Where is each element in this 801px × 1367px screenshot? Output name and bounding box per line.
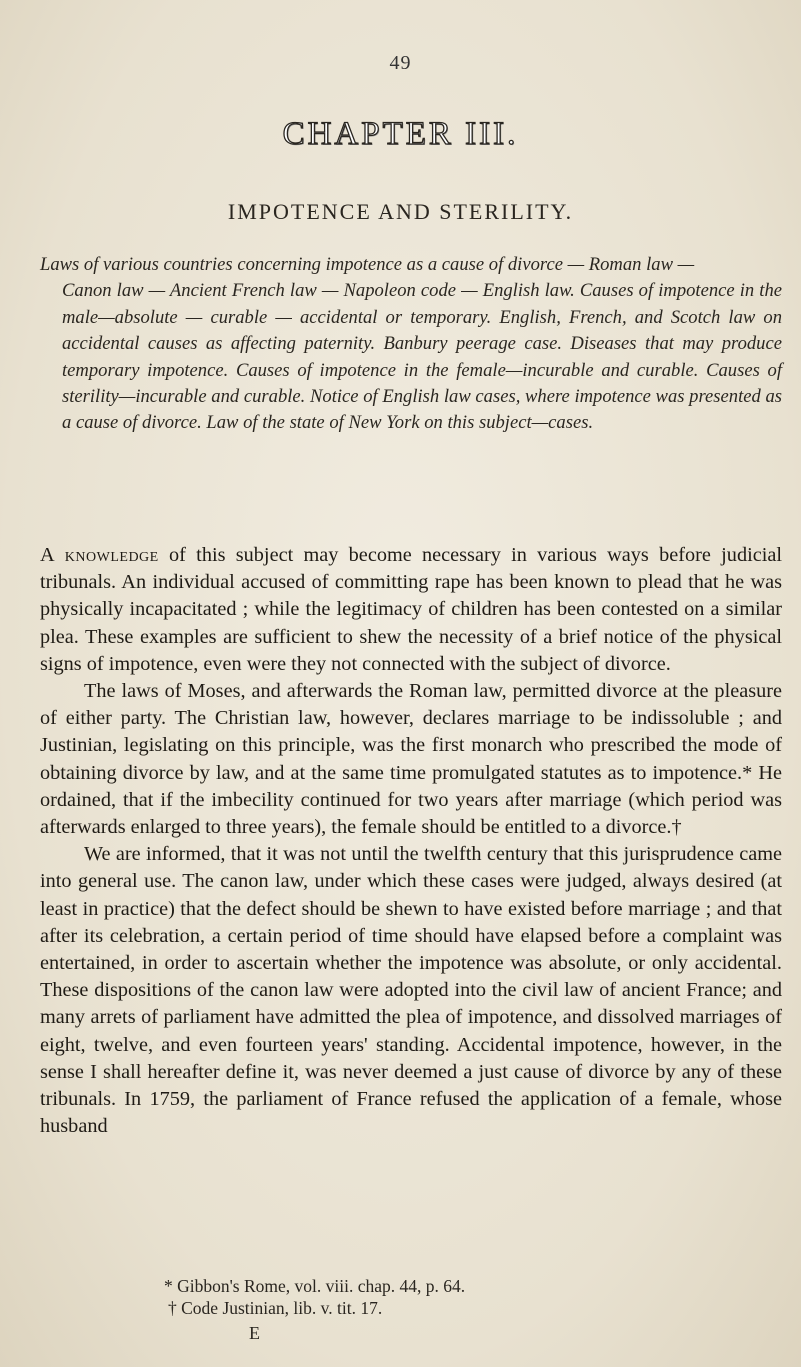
body-text bbox=[40, 542, 782, 1140]
signature-mark: E bbox=[249, 1323, 260, 1343]
chapter-title: IMPOTENCE AND STERILITY. bbox=[227, 199, 574, 224]
chapter-summary bbox=[40, 252, 782, 437]
summary-first-line: Laws of various countries concerning impotence as a cause of divorce — Roman law — bbox=[40, 254, 695, 275]
page-number: 49 bbox=[389, 52, 412, 74]
paragraph-1 bbox=[40, 542, 782, 678]
paragraph-2: The laws of Moses, and afterwards the Roman law, permitted divorce at the pleasure of either party. The Christian law, however, declares marriage to be indissoluble ; and Justinian, legislating on this principle, was the first monarch who prescribed the mode of obtaining divorce by law, and at the same time promulgated statutes as to impotence.* He ordained, that if the imbecility continued for two years after marriage (which period was afterwards enlarged to three years), the female should be entitled to a divorce.† bbox=[40, 680, 782, 839]
paragraph-3: We are informed, that it was not until the twelfth century that this jurisprudence came into general use. The canon law, under which these cases were judged, always desired (at least in practice) that the defect should be shewn to have existed before marriage ; and that after its celebration, a certain period of time should have elapsed before a complaint was entertained, in order to ascertain whether the impotence was absolute, or only accidental. These dispositions of the canon law were adopted into the civil law of ancient France; and many arrets of parliament have admitted the plea of impotence, and dissolved marriages of eight, twelve, and even fourteen years' standing. Accidental impotence, however, in the sense I shall hereafter define it, was never deemed a just cause of divorce by any of these tribunals. In 1759, the parliament of France refused the application of a female, whose husband bbox=[40, 843, 782, 1138]
footnote-2: † Code Justinian, lib. v. tit. 17. bbox=[168, 1298, 383, 1318]
footnotes bbox=[164, 1275, 764, 1319]
summary-continuation: Canon law — Ancient French law — Napoleon code — English law. Causes of impotence in the male—absolute — curable — accidental or temporary. English, French, and Scotch law on accidental causes as affecting paternity. Banbury peerage case. Diseases that may produce temporary impotence. Causes of impotence in the female—incurable and curable. Causes of sterility—incurable and curable. Notice of English law cases, where impotence was presented as a cause of divorce. Law of the state of New York on this subject—cases. bbox=[62, 280, 782, 434]
paragraph-lead: A knowledge bbox=[40, 544, 159, 566]
paragraph-1-text: of this subject may become necessary in various ways before judicial tribunals. An individual accused of committing rape has been known to plead that he was physically incapacitated ; while the legitimacy of children has been contested on a similar plea. These examples are sufficient to shew the necessity of a brief notice of the physical signs of impotence, even were they not connected with the subject of divorce. bbox=[40, 544, 782, 675]
chapter-heading: CHAPTER III. bbox=[282, 116, 519, 152]
footnote-1: * Gibbon's Rome, vol. viii. chap. 44, p. 64. bbox=[164, 1276, 466, 1296]
